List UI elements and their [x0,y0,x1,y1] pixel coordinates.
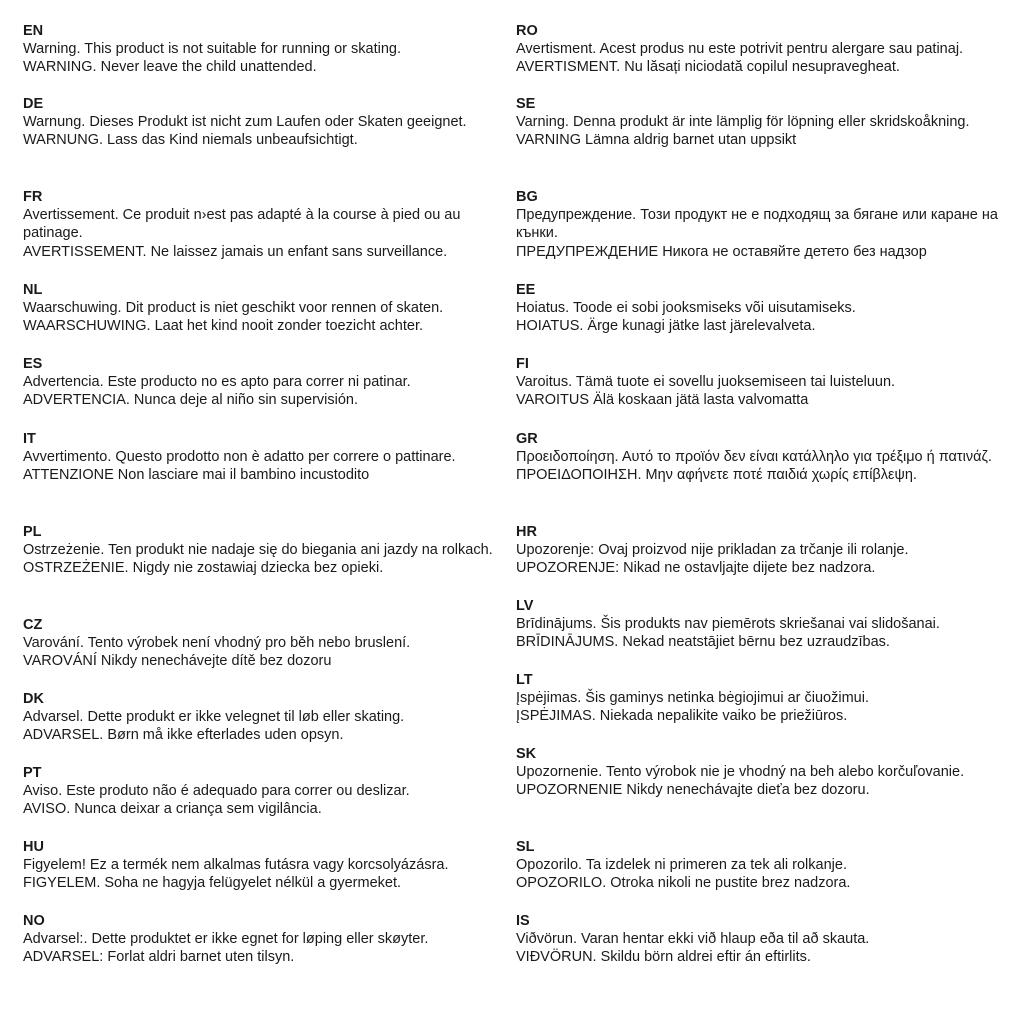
language-code: ES [23,356,43,372]
section-bg [516,188,1006,261]
warning-line: UPOZORENJE: Nikad ne ostavljajte dijete bez nadzora. [516,560,876,577]
warning-line: Įspėjimas. Šis gaminys netinka bėgiojimui ar čiuožimui. [516,690,869,706]
warning-line: UPOZORNENIE Nikdy nenechávajte dieťa bez dozoru. [516,782,870,799]
section-gr [516,430,1006,485]
warning-line: VIÐVÖRUN. Skildu börn aldrei eftir án eftirlits. [516,949,811,966]
language-code: RO [516,23,538,39]
language-code: LV [516,598,534,614]
warning-line: Προειδοποίηση. Αυτό το προϊόν δεν είναι κατάλληλο για τρέξιμο ή πατινάζ. [516,449,992,465]
warning-line: ĮSPĖJIMAS. Niekada nepalikite vaiko be priežiūros. [516,708,848,725]
warning-line: ΠΡΟΕΙΔΟΠΟΙΗΣΗ. Μην αφήνετε ποτέ παιδιά χωρίς επίβλεψη. [516,467,917,484]
section-sk [516,745,1006,800]
section-pl [23,523,501,578]
warning-line: Avvertimento. Questo prodotto non è adatto per correre o pattinare. [23,449,456,465]
language-code: SK [516,746,537,762]
warning-line: Hoiatus. Toode ei sobi jooksmiseks või uisutamiseks. [516,300,856,316]
language-code: NL [23,282,43,298]
section-ee [516,281,1006,336]
section-en [23,22,501,77]
warning-line: Avertissement. Ce produit n›est pas adapté à la course à pied ou au patinage. [23,207,461,242]
language-code: CZ [23,617,43,633]
section-fr [23,188,501,261]
warning-line: Advertencia. Este producto no es apto para correr ni patinar. [23,374,411,390]
section-cz [23,616,501,671]
warning-line: Upozornenie. Tento výrobok nie je vhodný na beh alebo korčuľovanie. [516,764,965,780]
language-code: SE [516,96,536,112]
warning-line: HOIATUS. Ärge kunagi jätke last järelevalveta. [516,318,816,335]
warning-line: ПРЕДУПРЕЖДЕНИЕ Никога не оставяйте детето без надзор [516,243,927,260]
language-code: FI [516,356,529,372]
warning-line: ADVERTENCIA. Nunca deje al niño sin supervisión. [23,392,359,409]
section-hr [516,523,1006,578]
section-pt [23,764,501,819]
warning-line: Advarsel:. Dette produktet er ikke egnet for løping eller skøyter. [23,931,429,947]
language-code: BG [516,189,538,205]
warning-line: Предупреждение. Този продукт не е подходящ за бягане или каране на кънки. [516,207,998,242]
section-nl [23,281,501,336]
section-ro [516,22,1006,77]
language-code: IT [23,431,36,447]
warning-line: WAARSCHUWING. Laat het kind nooit zonder toezicht achter. [23,318,423,335]
section-it [23,430,501,485]
language-code: NO [23,913,45,929]
language-code: HU [23,839,44,855]
warning-line: Figyelem! Ez a termék nem alkalmas futásra vagy korcsolyázásra. [23,857,449,873]
section-hu [23,838,501,893]
section-no [23,912,501,967]
warning-line: Varoitus. Tämä tuote ei sovellu juoksemiseen tai luisteluun. [516,374,896,390]
warning-line: OPOZORILO. Otroka nikoli ne pustite brez nadzora. [516,875,851,892]
language-code: DK [23,691,44,707]
warning-line: Ostrzeżenie. Ten produkt nie nadaje się do biegania ani jazdy na rolkach. [23,542,493,558]
language-code: FR [23,189,43,205]
section-es [23,355,501,410]
warning-line: Viðvörun. Varan hentar ekki við hlaup eða til að skauta. [516,931,870,947]
section-is [516,912,1006,967]
warning-line: Opozorilo. Ta izdelek ni primeren za tek ali rolkanje. [516,857,847,873]
section-lt [516,671,1006,726]
warning-line: Upozorenje: Ovaj proizvod nije prikladan za trčanje ili rolanje. [516,542,909,558]
warning-line: ADVARSEL. Børn må ikke efterlades uden opsyn. [23,727,344,744]
warning-line: VARNING Lämna aldrig barnet utan uppsikt [516,132,797,149]
language-code: LT [516,672,533,688]
section-dk [23,690,501,745]
warning-line: ATTENZIONE Non lasciare mai il bambino incustodito [23,467,370,484]
language-code: PL [23,524,42,540]
language-code: EE [516,282,536,298]
warning-line: OSTRZEŻENIE. Nigdy nie zostawiaj dziecka bez opieki. [23,560,384,577]
warning-line: Varning. Denna produkt är inte lämplig för löpning eller skridskoåkning. [516,114,970,130]
warning-line: Avertisment. Acest produs nu este potrivit pentru alergare sau patinaj. AVERTISMENT. Nu lăsați niciodată copilul nesupravegheat. [516,41,964,76]
section-de [23,95,501,150]
language-code: EN [23,23,44,39]
language-code: GR [516,431,538,447]
warning-line: Varování. Tento výrobek není vhodný pro běh nebo bruslení. [23,635,411,651]
warning-line: VAROVÁNÍ Nikdy nenechávejte dítě bez dozoru [23,653,332,670]
section-lv [516,597,1006,652]
language-code: HR [516,524,537,540]
warning-line: FIGYELEM. Soha ne hagyja felügyelet nélkül a gyermeket. [23,875,402,892]
language-code: PT [23,765,42,781]
warning-line: Brīdinājums. Šis produkts nav piemērots skriešanai vai slidošanai. [516,616,940,632]
warning-line: AVERTISSEMENT. Ne laissez jamais un enfant sans surveillance. [23,243,448,260]
section-fi [516,355,1006,410]
warning-line: AVISO. Nunca deixar a criança sem vigilância. [23,801,322,818]
language-code: DE [23,96,44,112]
section-se [516,95,1006,150]
warning-line: Waarschuwing. Dit product is niet geschikt voor rennen of skaten. [23,300,444,316]
warning-line: Advarsel. Dette produkt er ikke velegnet til løb eller skating. [23,709,405,725]
warning-line: ADVARSEL: Forlat aldri barnet uten tilsyn. [23,949,295,966]
warning-line: Warnung. Dieses Produkt ist nicht zum Laufen oder Skaten geeignet. [23,114,467,130]
warning-line: Warning. This product is not suitable for running or skating. [23,41,401,57]
warning-line: BRĪDINĀJUMS. Nekad neatstājiet bērnu bez uzraudzības. [516,634,890,651]
warning-line: Aviso. Este produto não é adequado para correr ou deslizar. [23,783,410,799]
language-code: SL [516,839,535,855]
warning-line: WARNING. Never leave the child unattended. [23,59,317,76]
warning-line: VAROITUS Älä koskaan jätä lasta valvomatta [516,392,809,409]
warning-line: WARNUNG. Lass das Kind niemals unbeaufsichtigt. [23,132,358,149]
section-sl [516,838,1006,893]
language-code: IS [516,913,530,929]
